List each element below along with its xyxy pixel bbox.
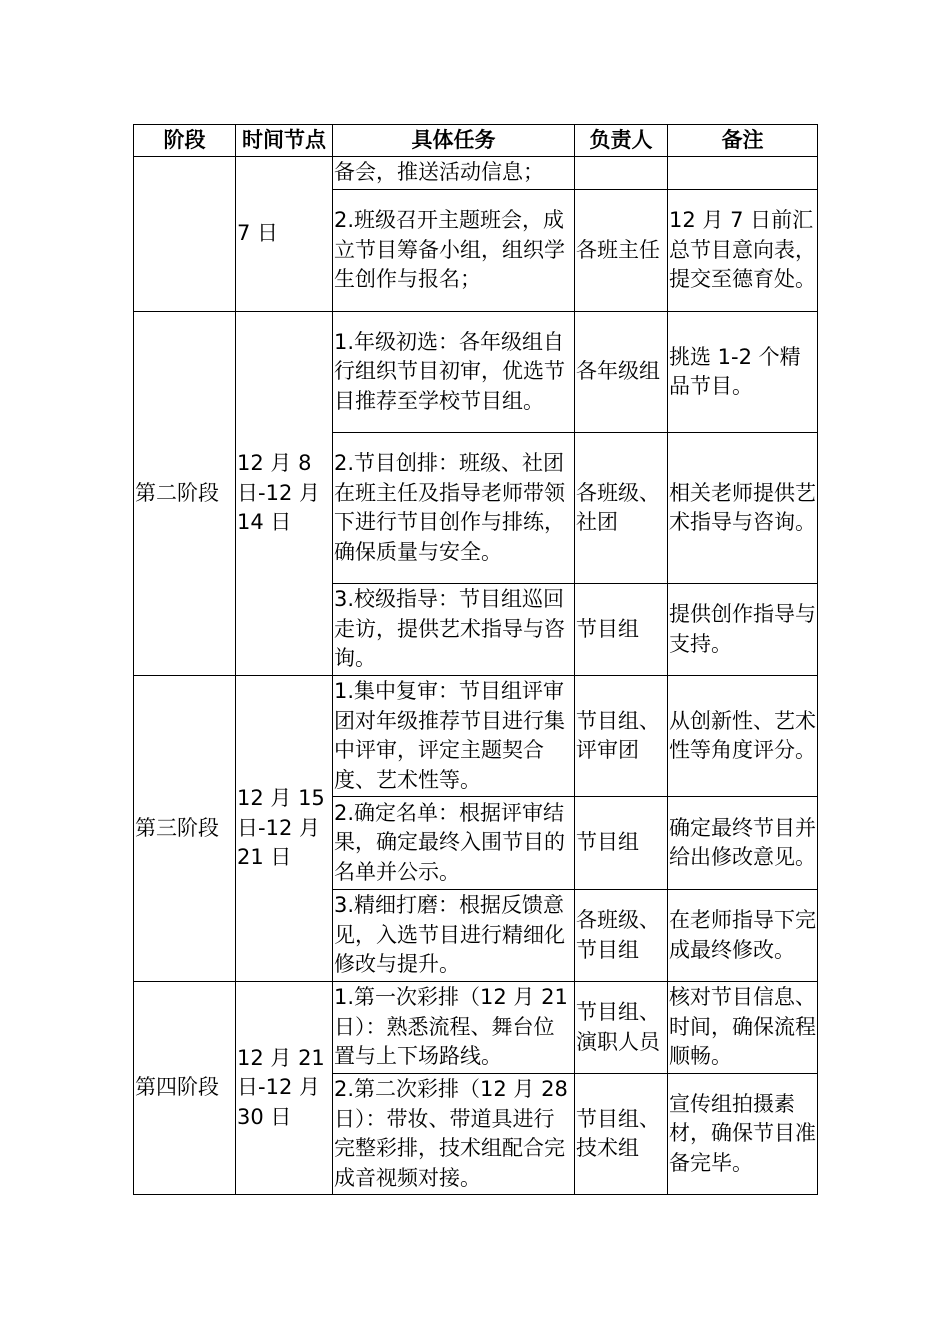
note-cell: 12 月 7 日前汇总节目意向表，提交至德育处。 bbox=[668, 190, 818, 312]
owner-cell: 节目组 bbox=[575, 797, 668, 890]
stage-cell: 第四阶段 bbox=[134, 982, 236, 1195]
task-cell: 1.集中复审：节目组评审团对年级推荐节目进行集中评审，评定主题契合度、艺术性等。 bbox=[333, 676, 575, 797]
task-cell: 2.第二次彩排（12 月 28 日）：带妆、带道具进行完整彩排，技术组配合完成音视频对接。 bbox=[333, 1074, 575, 1195]
time-cell: 7 日 bbox=[236, 157, 333, 312]
owner-cell: 各年级组 bbox=[575, 312, 668, 433]
owner-cell: 节目组、评审团 bbox=[575, 676, 668, 797]
owner-cell: 节目组、技术组 bbox=[575, 1074, 668, 1195]
header-time: 时间节点 bbox=[236, 125, 333, 157]
header-row bbox=[134, 125, 818, 157]
schedule-table bbox=[133, 124, 818, 1195]
owner-cell: 各班主任 bbox=[575, 190, 668, 312]
header-note: 备注 bbox=[668, 125, 818, 157]
note-cell: 相关老师提供艺术指导与咨询。 bbox=[668, 433, 818, 584]
note-cell: 确定最终节目并给出修改意见。 bbox=[668, 797, 818, 890]
task-cell: 备会，推送活动信息； bbox=[333, 157, 575, 190]
time-cell: 12 月 8 日-12 月 14 日 bbox=[236, 312, 333, 676]
header-owner: 负责人 bbox=[575, 125, 668, 157]
task-cell: 2.节目创排：班级、社团在班主任及指导老师带领下进行节目创作与排练，确保质量与安全。 bbox=[333, 433, 575, 584]
task-cell: 2.确定名单：根据评审结果，确定最终入围节目的名单并公示。 bbox=[333, 797, 575, 890]
task-cell: 3.精细打磨：根据反馈意见，入选节目进行精细化修改与提升。 bbox=[333, 890, 575, 982]
owner-cell: 各班级、社团 bbox=[575, 433, 668, 584]
note-cell bbox=[668, 157, 818, 190]
note-cell: 提供创作指导与支持。 bbox=[668, 584, 818, 676]
header-task: 具体任务 bbox=[333, 125, 575, 157]
time-cell: 12 月 15 日-12 月 21 日 bbox=[236, 676, 333, 982]
table-row bbox=[134, 982, 818, 1074]
owner-cell: 各班级、节目组 bbox=[575, 890, 668, 982]
task-cell: 2.班级召开主题班会，成立节目筹备小组，组织学生创作与报名； bbox=[333, 190, 575, 312]
table-row bbox=[134, 676, 818, 797]
owner-cell: 节目组 bbox=[575, 584, 668, 676]
note-cell: 从创新性、艺术性等角度评分。 bbox=[668, 676, 818, 797]
stage-cell: 第二阶段 bbox=[134, 312, 236, 676]
owner-cell: 节目组、演职人员 bbox=[575, 982, 668, 1074]
table-row bbox=[134, 157, 818, 190]
note-cell: 核对节目信息、时间，确保流程顺畅。 bbox=[668, 982, 818, 1074]
task-cell: 1.年级初选：各年级组自行组织节目初审，优选节目推荐至学校节目组。 bbox=[333, 312, 575, 433]
table-row bbox=[134, 312, 818, 433]
note-cell: 在老师指导下完成最终修改。 bbox=[668, 890, 818, 982]
stage-cell bbox=[134, 157, 236, 312]
task-cell: 1.第一次彩排（12 月 21 日）：熟悉流程、舞台位置与上下场路线。 bbox=[333, 982, 575, 1074]
note-cell: 宣传组拍摄素材，确保节目准备完毕。 bbox=[668, 1074, 818, 1195]
task-cell: 3.校级指导：节目组巡回走访，提供艺术指导与咨询。 bbox=[333, 584, 575, 676]
time-cell: 12 月 21 日-12 月 30 日 bbox=[236, 982, 333, 1195]
note-cell: 挑选 1-2 个精品节目。 bbox=[668, 312, 818, 433]
owner-cell bbox=[575, 157, 668, 190]
stage-cell: 第三阶段 bbox=[134, 676, 236, 982]
header-stage: 阶段 bbox=[134, 125, 236, 157]
